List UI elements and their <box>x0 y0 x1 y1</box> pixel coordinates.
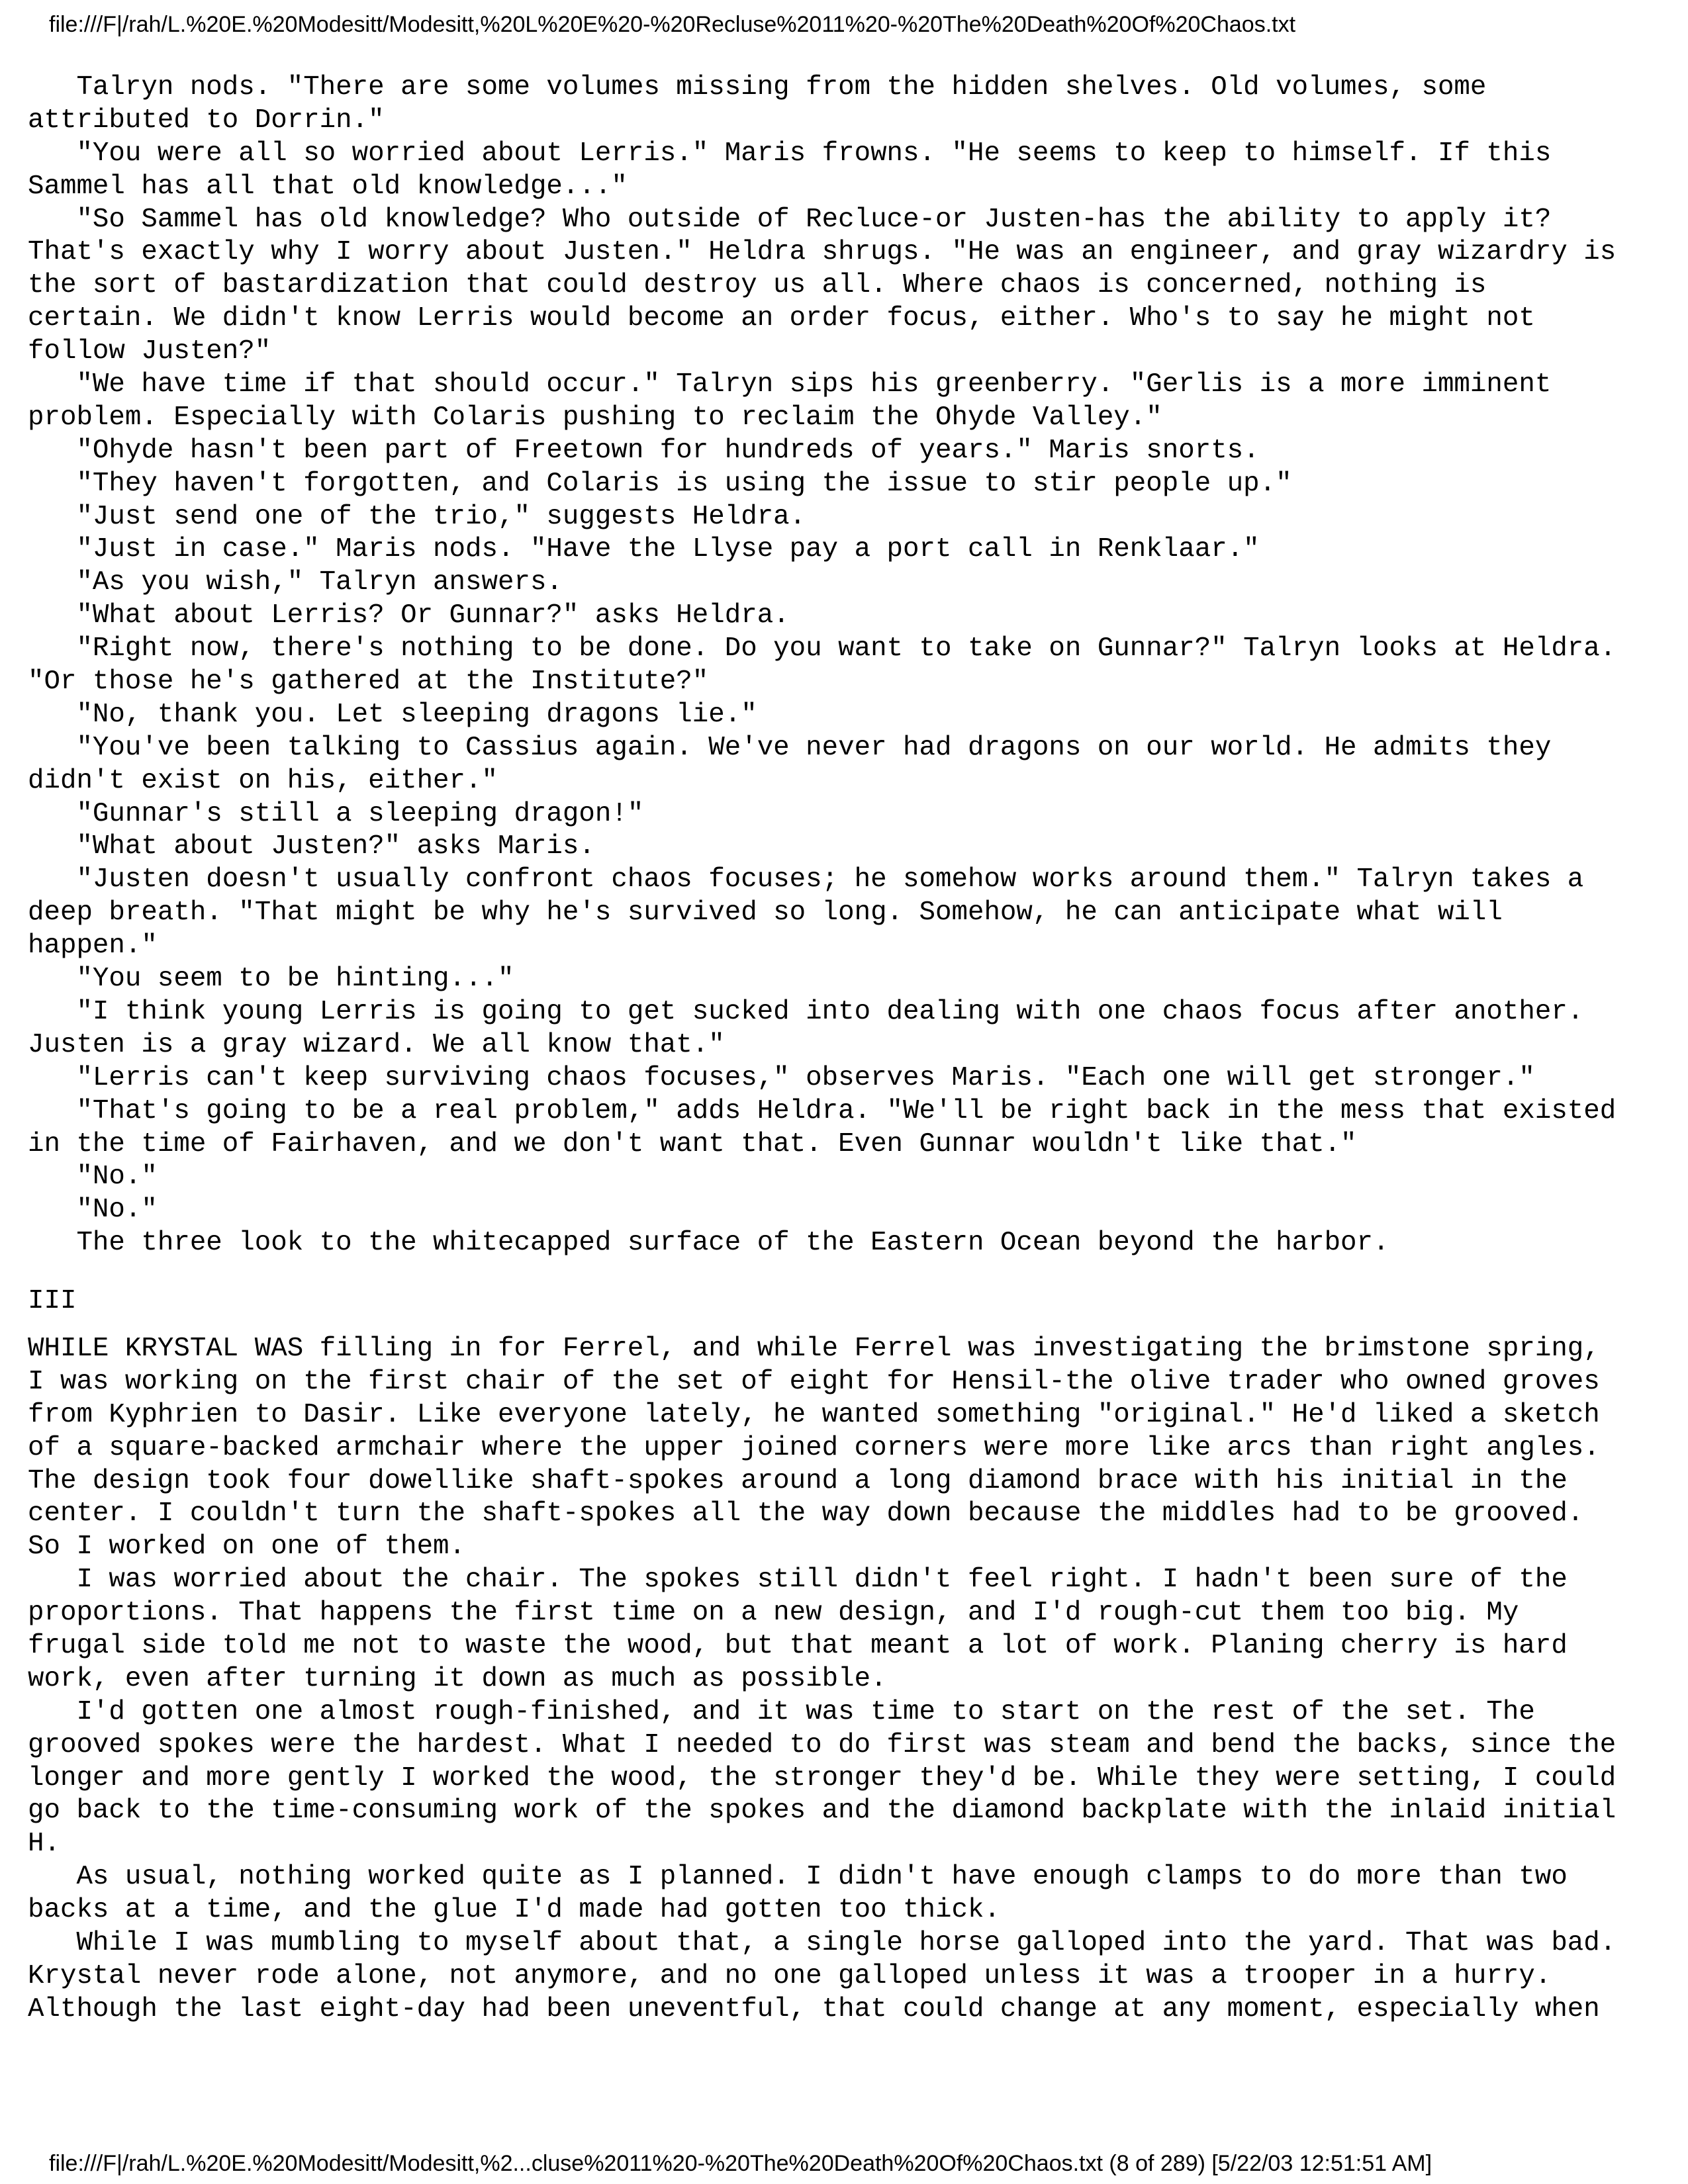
text-line: "Right now, there's nothing to be done. Do you want to take on Gunnar?" Talryn looks at Heldra. <box>28 633 1617 664</box>
text-line: Although the last eight-day had been uneventful, that could change at any moment, especially when <box>28 1993 1600 2025</box>
text-line: proportions. That happens the first time on a new design, and I'd rough-cut them too big. My <box>28 1598 1519 1629</box>
text-line: "I think young Lerris is going to get sucked into dealing with one chaos focus after another. <box>28 996 1584 1027</box>
text-line: I was working on the first chair of the set of eight for Hensil-the olive trader who owned groves <box>28 1366 1600 1397</box>
file-path-header: file:///F|/rah/L.%20E.%20Modesitt/Modesitt,%20L%20E%20-%20Recluse%2011%20-%20The%20Death%20Of%20Chaos.txt <box>49 12 1296 37</box>
text-line: "What about Justen?" asks Maris. <box>28 831 595 862</box>
text-line: didn't exist on his, either." <box>28 765 498 796</box>
text-line: "You've been talking to Cassius again. We've never had dragons on our world. He admits they <box>28 732 1552 763</box>
text-line: "Ohyde hasn't been part of Freetown for hundreds of years." Maris snorts. <box>28 435 1260 466</box>
text-line: certain. We didn't know Lerris would become an order focus, either. Who's to say he might not <box>28 303 1535 334</box>
text-line: "No." <box>28 1161 158 1193</box>
text-line: "You seem to be hinting..." <box>28 964 514 995</box>
text-line: center. I couldn't turn the shaft-spokes all the way down because the middles had to be grooved. <box>28 1498 1584 1529</box>
text-line: I'd gotten one almost rough-finished, and it was time to start on the rest of the set. The <box>28 1696 1535 1727</box>
text-line: "You were all so worried about Lerris." Maris frowns. "He seems to keep to himself. If this <box>28 138 1552 169</box>
text-line: the sort of bastardization that could destroy us all. Where chaos is concerned, nothing is <box>28 270 1487 301</box>
section-heading: III <box>28 1286 77 1317</box>
file-path-footer: file:///F|/rah/L.%20E.%20Modesitt/Modesitt,%2...cluse%2011%20-%20The%20Death%20Of%20Chaos.txt (8 of 289) [5/22/03 12:51:51 AM] <box>49 2151 1432 2176</box>
text-line: longer and more gently I worked the wood, the stronger they'd be. While they were setting, I could <box>28 1762 1617 1794</box>
text-line: That's exactly why I worry about Justen." Heldra shrugs. "He was an engineer, and gray wizardry is <box>28 237 1617 268</box>
text-line: frugal side told me not to waste the wood, but that meant a lot of work. Planing cherry is hard <box>28 1630 1568 1661</box>
text-line: Talryn nods. "There are some volumes missing from the hidden shelves. Old volumes, some <box>28 72 1487 103</box>
text-line: So I worked on one of them. <box>28 1531 466 1563</box>
text-line: "As you wish," Talryn answers. <box>28 567 563 598</box>
text-line: "Just send one of the trio," suggests Heldra. <box>28 501 806 532</box>
text-line: "They haven't forgotten, and Colaris is using the issue to stir people up." <box>28 468 1292 499</box>
text-line: "No, thank you. Let sleeping dragons lie." <box>28 699 757 730</box>
text-line: problem. Especially with Colaris pushing to reclaim the Ohyde Valley." <box>28 402 1162 433</box>
text-line: H. <box>28 1829 60 1860</box>
text-line: "Just in case." Maris nods. "Have the Llyse pay a port call in Renklaar." <box>28 534 1260 565</box>
text-line: "What about Lerris? Or Gunnar?" asks Heldra. <box>28 600 790 631</box>
text-line: While I was mumbling to myself about that, a single horse galloped into the yard. That was bad. <box>28 1927 1617 1958</box>
text-line: "So Sammel has old knowledge? Who outside of Recluce-or Justen-has the ability to apply it? <box>28 204 1552 235</box>
text-line: WHILE KRYSTAL WAS filling in for Ferrel, and while Ferrel was investigating the brimstone spring, <box>28 1333 1600 1364</box>
text-line: The design took four dowellike shaft-spokes around a long diamond brace with his initial in the <box>28 1465 1568 1496</box>
text-line: attributed to Dorrin." <box>28 105 385 136</box>
text-line: backs at a time, and the glue I'd made had gotten too thick. <box>28 1895 1000 1926</box>
text-line: As usual, nothing worked quite as I planned. I didn't have enough clamps to do more than two <box>28 1862 1568 1893</box>
text-line: "We have time if that should occur." Talryn sips his greenberry. "Gerlis is a more imminent <box>28 369 1552 400</box>
text-line: happen." <box>28 931 158 962</box>
text-line: Sammel has all that old knowledge..." <box>28 171 628 202</box>
text-line: "Or those he's gathered at the Institute?" <box>28 666 709 698</box>
text-line: in the time of Fairhaven, and we don't want that. Even Gunnar wouldn't like that." <box>28 1128 1357 1160</box>
text-line: "Gunnar's still a sleeping dragon!" <box>28 798 644 829</box>
document-body <box>28 71 1676 2026</box>
text-line: from Kyphrien to Dasir. Like everyone lately, he wanted something "original." He'd liked a sketch <box>28 1399 1600 1430</box>
text-line: Krystal never rode alone, not anymore, and no one galloped unless it was a trooper in a hurry. <box>28 1960 1552 1991</box>
text-line: "That's going to be a real problem," adds Heldra. "We'll be right back in the mess that existed <box>28 1095 1617 1126</box>
text-line: grooved spokes were the hardest. What I needed to do first was steam and bend the backs, since the <box>28 1729 1617 1760</box>
text-line: The three look to the whitecapped surface of the Eastern Ocean beyond the harbor. <box>28 1228 1389 1259</box>
text-line: Justen is a gray wizard. We all know that." <box>28 1029 725 1060</box>
text-line: I was worried about the chair. The spokes still didn't feel right. I hadn't been sure of the <box>28 1565 1568 1596</box>
text-line: "Lerris can't keep surviving chaos focuses," observes Maris. "Each one will get stronger." <box>28 1062 1535 1093</box>
text-line: follow Justen?" <box>28 336 271 367</box>
text-line: "Justen doesn't usually confront chaos focuses; he somehow works around them." Talryn takes a <box>28 864 1584 895</box>
text-line: "No." <box>28 1195 158 1226</box>
text-line: work, even after turning it down as much as possible. <box>28 1663 887 1694</box>
text-line: deep breath. "That might be why he's survived so long. Somehow, he can anticipate what will <box>28 897 1503 929</box>
text-line: of a square-backed armchair where the upper joined corners were more like arcs than right angles. <box>28 1432 1600 1463</box>
text-line: go back to the time-consuming work of the spokes and the diamond backplate with the inlaid initial <box>28 1796 1617 1827</box>
